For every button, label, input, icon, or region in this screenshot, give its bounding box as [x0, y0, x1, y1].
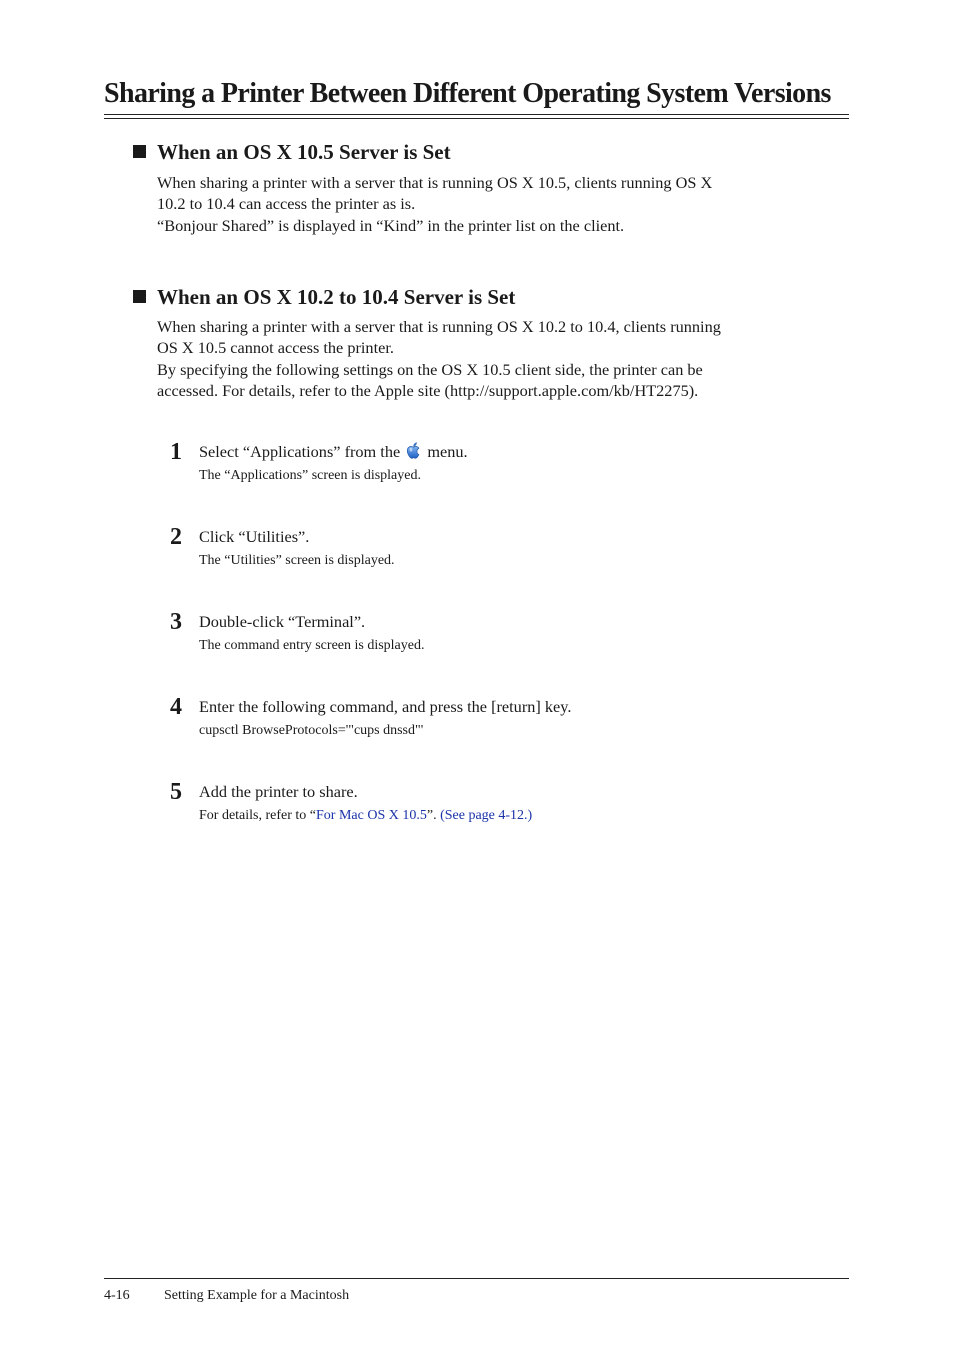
section-body: [157, 316, 847, 401]
reference-middle: ”.: [426, 808, 441, 823]
reference-prefix: For details, refer to “: [199, 808, 317, 823]
step-number: 4: [170, 694, 182, 720]
step-result: The “Applications” screen is displayed.: [199, 468, 421, 483]
step-result: [199, 806, 532, 826]
section-body: [157, 172, 847, 236]
step-number: 1: [170, 439, 182, 465]
body-line: By specifying the following settings on the OS X 10.5 client side, the printer can be: [157, 359, 703, 379]
step-text-after-icon: menu.: [427, 442, 468, 461]
body-line: 10.2 to 10.4 can access the printer as is.: [157, 194, 416, 214]
page-title: Sharing a Printer Between Different Operating System Versions: [104, 78, 831, 109]
apple-menu-icon: [405, 441, 422, 460]
command-text: cupsctl BrowseProtocols='"cups dnssd"': [199, 723, 424, 738]
footer-rule: [104, 1278, 849, 1279]
footer-page-number: 4-16: [104, 1288, 130, 1303]
section-heading-text: When an OS X 10.2 to 10.4 Server is Set: [157, 285, 516, 309]
section-heading: [133, 283, 853, 311]
body-line: When sharing a printer with a server that is running OS X 10.2 to 10.4, clients running: [157, 317, 721, 336]
title-rule: [104, 114, 849, 119]
body-line: “Bonjour Shared” is displayed in “Kind” in the printer list on the client.: [157, 215, 625, 235]
body-line: When sharing a printer with a server that is running OS X 10.5, clients running OS X: [157, 173, 713, 192]
step-result: The command entry screen is displayed.: [199, 638, 425, 653]
footer-section-title: Setting Example for a Macintosh: [164, 1288, 350, 1303]
see-page-link[interactable]: (See page 4-12.): [440, 808, 533, 823]
step-result: The “Utilities” screen is displayed.: [199, 553, 395, 568]
body-line: OS X 10.5 cannot access the printer.: [157, 338, 394, 358]
step-instruction: Double-click “Terminal”.: [199, 612, 366, 631]
step-number: 2: [170, 524, 182, 550]
step-instruction: Enter the following command, and press the [return] key.: [199, 697, 572, 716]
step-instruction: [199, 441, 468, 463]
section-heading-text: When an OS X 10.5 Server is Set: [157, 140, 451, 164]
mac-os-x-10-5-link[interactable]: For Mac OS X 10.5: [316, 808, 427, 823]
step-instruction: Click “Utilities”.: [199, 527, 310, 546]
step-instruction: Add the printer to share.: [199, 782, 358, 801]
step-text-before-icon: Select “Applications” from the: [199, 442, 401, 461]
square-bullet-icon: [133, 290, 146, 303]
step-number: 3: [170, 609, 182, 635]
section-heading: [133, 138, 853, 166]
square-bullet-icon: [133, 145, 146, 158]
step-number: 5: [170, 779, 182, 805]
body-line: accessed. For details, refer to the Apple site (http://support.apple.com/kb/HT2275).: [157, 380, 699, 400]
